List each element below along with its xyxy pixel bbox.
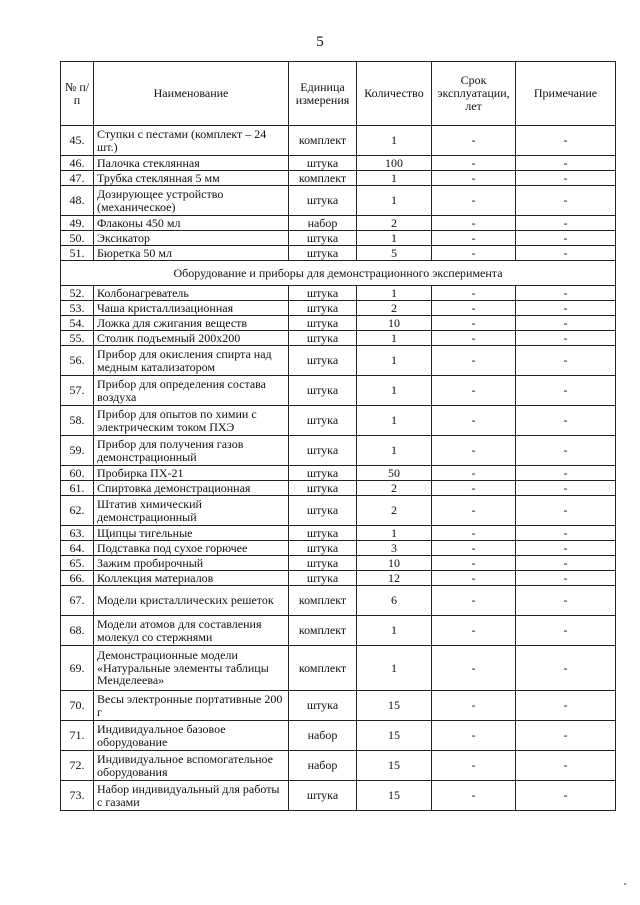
table-row — [61, 721, 616, 751]
quantity-cell: 2 — [357, 216, 432, 231]
row-number: 60. — [61, 466, 94, 481]
unit-cell: комплект — [289, 646, 357, 691]
note-cell: - — [516, 751, 616, 781]
table-row — [61, 691, 616, 721]
row-number: 67. — [61, 586, 94, 616]
quantity-cell: 1 — [357, 346, 432, 376]
note-cell: - — [516, 526, 616, 541]
note-cell: - — [516, 436, 616, 466]
header-unit: Единица измерения — [289, 62, 357, 126]
table-row — [61, 616, 616, 646]
section-row — [61, 261, 616, 286]
unit-cell: комплект — [289, 126, 357, 156]
unit-cell: штука — [289, 406, 357, 436]
unit-cell: штука — [289, 376, 357, 406]
table-row — [61, 541, 616, 556]
term-cell: - — [432, 376, 516, 406]
unit-cell: штука — [289, 186, 357, 216]
note-cell: - — [516, 406, 616, 436]
item-name: Зажим пробирочный — [94, 556, 289, 571]
quantity-cell: 1 — [357, 646, 432, 691]
item-name: Колбонагреватель — [94, 286, 289, 301]
note-cell: - — [516, 586, 616, 616]
term-cell: - — [432, 481, 516, 496]
header-qty: Количество — [357, 62, 432, 126]
note-cell: - — [516, 721, 616, 751]
term-cell: - — [432, 216, 516, 231]
term-cell: - — [432, 781, 516, 811]
row-number: 70. — [61, 691, 94, 721]
row-number: 69. — [61, 646, 94, 691]
item-name: Щипцы тигельные — [94, 526, 289, 541]
table-row — [61, 571, 616, 586]
note-cell: - — [516, 186, 616, 216]
term-cell: - — [432, 186, 516, 216]
item-name: Флаконы 450 мл — [94, 216, 289, 231]
table-body — [61, 126, 616, 811]
quantity-cell: 1 — [357, 286, 432, 301]
item-name: Спиртовка демонстрационная — [94, 481, 289, 496]
scan-speck — [624, 883, 626, 885]
header-name: Наименование — [94, 62, 289, 126]
row-number: 68. — [61, 616, 94, 646]
row-number: 50. — [61, 231, 94, 246]
page-number: 5 — [316, 34, 324, 50]
note-cell: - — [516, 646, 616, 691]
item-name: Прибор для опытов по химии с электрическим током ПХЭ — [94, 406, 289, 436]
quantity-cell: 1 — [357, 231, 432, 246]
table-row — [61, 781, 616, 811]
table-row — [61, 301, 616, 316]
note-cell: - — [516, 331, 616, 346]
row-number: 57. — [61, 376, 94, 406]
table-row — [61, 466, 616, 481]
row-number: 62. — [61, 496, 94, 526]
note-cell: - — [516, 541, 616, 556]
table-row — [61, 376, 616, 406]
unit-cell: штука — [289, 156, 357, 171]
quantity-cell: 1 — [357, 406, 432, 436]
term-cell: - — [432, 586, 516, 616]
term-cell: - — [432, 301, 516, 316]
unit-cell: штука — [289, 346, 357, 376]
unit-cell: набор — [289, 751, 357, 781]
quantity-cell: 1 — [357, 616, 432, 646]
term-cell: - — [432, 556, 516, 571]
header-term: Срок эксплуатации, лет — [432, 62, 516, 126]
note-cell: - — [516, 376, 616, 406]
unit-cell: штука — [289, 481, 357, 496]
term-cell: - — [432, 406, 516, 436]
table-row — [61, 126, 616, 156]
quantity-cell: 5 — [357, 246, 432, 261]
item-name: Модели кристаллических решеток — [94, 586, 289, 616]
row-number: 58. — [61, 406, 94, 436]
table-row — [61, 751, 616, 781]
quantity-cell: 1 — [357, 126, 432, 156]
unit-cell: штука — [289, 556, 357, 571]
row-number: 63. — [61, 526, 94, 541]
term-cell: - — [432, 751, 516, 781]
term-cell: - — [432, 541, 516, 556]
unit-cell: штука — [289, 301, 357, 316]
table-row — [61, 586, 616, 616]
item-name: Ложка для сжигания веществ — [94, 316, 289, 331]
unit-cell: штука — [289, 571, 357, 586]
note-cell: - — [516, 691, 616, 721]
item-name: Прибор для получения газов демонстрационный — [94, 436, 289, 466]
quantity-cell: 2 — [357, 481, 432, 496]
row-number: 55. — [61, 331, 94, 346]
unit-cell: штука — [289, 691, 357, 721]
quantity-cell: 10 — [357, 316, 432, 331]
note-cell: - — [516, 481, 616, 496]
item-name: Чаша кристаллизационная — [94, 301, 289, 316]
item-name: Весы электронные портативные 200 г — [94, 691, 289, 721]
note-cell: - — [516, 231, 616, 246]
row-number: 61. — [61, 481, 94, 496]
row-number: 53. — [61, 301, 94, 316]
row-number: 51. — [61, 246, 94, 261]
quantity-cell: 100 — [357, 156, 432, 171]
unit-cell: набор — [289, 721, 357, 751]
table-row — [61, 526, 616, 541]
unit-cell: набор — [289, 216, 357, 231]
unit-cell: штука — [289, 331, 357, 346]
item-name: Демонстрационные модели «Натуральные элементы таблицы Менделеева» — [94, 646, 289, 691]
table-row — [61, 171, 616, 186]
term-cell: - — [432, 571, 516, 586]
term-cell: - — [432, 721, 516, 751]
quantity-cell: 15 — [357, 691, 432, 721]
term-cell: - — [432, 466, 516, 481]
quantity-cell: 2 — [357, 301, 432, 316]
table-row — [61, 286, 616, 301]
unit-cell: комплект — [289, 586, 357, 616]
item-name: Индивидуальное базовое оборудование — [94, 721, 289, 751]
quantity-cell: 50 — [357, 466, 432, 481]
table-row — [61, 406, 616, 436]
item-name: Прибор для определения состава воздуха — [94, 376, 289, 406]
term-cell: - — [432, 171, 516, 186]
note-cell: - — [516, 301, 616, 316]
term-cell: - — [432, 496, 516, 526]
unit-cell: штука — [289, 316, 357, 331]
term-cell: - — [432, 246, 516, 261]
item-name: Трубка стеклянная 5 мм — [94, 171, 289, 186]
row-number: 72. — [61, 751, 94, 781]
term-cell: - — [432, 156, 516, 171]
quantity-cell: 1 — [357, 376, 432, 406]
table-row — [61, 216, 616, 231]
header-note: Примечание — [516, 62, 616, 126]
item-name: Прибор для окисления спирта над медным катализатором — [94, 346, 289, 376]
quantity-cell: 10 — [357, 556, 432, 571]
item-name: Ступки с пестами (комплект – 24 шт.) — [94, 126, 289, 156]
note-cell: - — [516, 616, 616, 646]
quantity-cell: 6 — [357, 586, 432, 616]
row-number: 45. — [61, 126, 94, 156]
unit-cell: штука — [289, 526, 357, 541]
note-cell: - — [516, 346, 616, 376]
note-cell: - — [516, 246, 616, 261]
note-cell: - — [516, 286, 616, 301]
table-row — [61, 481, 616, 496]
quantity-cell: 15 — [357, 751, 432, 781]
item-name: Бюретка 50 мл — [94, 246, 289, 261]
term-cell: - — [432, 331, 516, 346]
item-name: Эксикатор — [94, 231, 289, 246]
term-cell: - — [432, 436, 516, 466]
table-row — [61, 186, 616, 216]
row-number: 73. — [61, 781, 94, 811]
term-cell: - — [432, 286, 516, 301]
quantity-cell: 1 — [357, 526, 432, 541]
table-row — [61, 246, 616, 261]
row-number: 47. — [61, 171, 94, 186]
item-name: Столик подъемный 200х200 — [94, 331, 289, 346]
table-row — [61, 316, 616, 331]
item-name: Набор индивидуальный для работы с газами — [94, 781, 289, 811]
note-cell: - — [516, 781, 616, 811]
quantity-cell: 3 — [357, 541, 432, 556]
quantity-cell: 1 — [357, 186, 432, 216]
quantity-cell: 1 — [357, 436, 432, 466]
table-row — [61, 556, 616, 571]
item-name: Коллекция материалов — [94, 571, 289, 586]
item-name: Палочка стеклянная — [94, 156, 289, 171]
unit-cell: штука — [289, 246, 357, 261]
note-cell: - — [516, 316, 616, 331]
note-cell: - — [516, 126, 616, 156]
item-name: Пробирка ПХ-21 — [94, 466, 289, 481]
table-row — [61, 346, 616, 376]
term-cell: - — [432, 526, 516, 541]
quantity-cell: 15 — [357, 781, 432, 811]
term-cell: - — [432, 231, 516, 246]
table-row — [61, 496, 616, 526]
unit-cell: комплект — [289, 616, 357, 646]
table-row — [61, 156, 616, 171]
unit-cell: штука — [289, 496, 357, 526]
quantity-cell: 1 — [357, 331, 432, 346]
row-number: 65. — [61, 556, 94, 571]
item-name: Дозирующее устройство (механическое) — [94, 186, 289, 216]
term-cell: - — [432, 646, 516, 691]
row-number: 46. — [61, 156, 94, 171]
unit-cell: штука — [289, 286, 357, 301]
item-name: Штатив химический демонстрационный — [94, 496, 289, 526]
note-cell: - — [516, 571, 616, 586]
section-title: Оборудование и приборы для демонстрационного эксперимента — [61, 261, 616, 286]
quantity-cell: 15 — [357, 721, 432, 751]
table-header-row — [61, 62, 616, 126]
row-number: 71. — [61, 721, 94, 751]
row-number: 52. — [61, 286, 94, 301]
row-number: 56. — [61, 346, 94, 376]
unit-cell: комплект — [289, 171, 357, 186]
row-number: 54. — [61, 316, 94, 331]
quantity-cell: 12 — [357, 571, 432, 586]
item-name: Индивидуальное вспомогательное оборудования — [94, 751, 289, 781]
quantity-cell: 2 — [357, 496, 432, 526]
term-cell: - — [432, 616, 516, 646]
unit-cell: штука — [289, 781, 357, 811]
header-num: № п/п — [61, 62, 94, 126]
term-cell: - — [432, 691, 516, 721]
item-name: Подставка под сухое горючее — [94, 541, 289, 556]
unit-cell: штука — [289, 436, 357, 466]
note-cell: - — [516, 216, 616, 231]
note-cell: - — [516, 496, 616, 526]
table-row — [61, 436, 616, 466]
row-number: 49. — [61, 216, 94, 231]
term-cell: - — [432, 316, 516, 331]
note-cell: - — [516, 171, 616, 186]
row-number: 59. — [61, 436, 94, 466]
quantity-cell: 1 — [357, 171, 432, 186]
item-name: Модели атомов для составления молекул со стержнями — [94, 616, 289, 646]
term-cell: - — [432, 126, 516, 156]
unit-cell: штука — [289, 231, 357, 246]
equipment-table — [60, 61, 616, 811]
table-row — [61, 646, 616, 691]
note-cell: - — [516, 466, 616, 481]
term-cell: - — [432, 346, 516, 376]
table-row — [61, 231, 616, 246]
note-cell: - — [516, 556, 616, 571]
row-number: 66. — [61, 571, 94, 586]
table-row — [61, 331, 616, 346]
note-cell: - — [516, 156, 616, 171]
row-number: 64. — [61, 541, 94, 556]
unit-cell: штука — [289, 466, 357, 481]
row-number: 48. — [61, 186, 94, 216]
unit-cell: штука — [289, 541, 357, 556]
